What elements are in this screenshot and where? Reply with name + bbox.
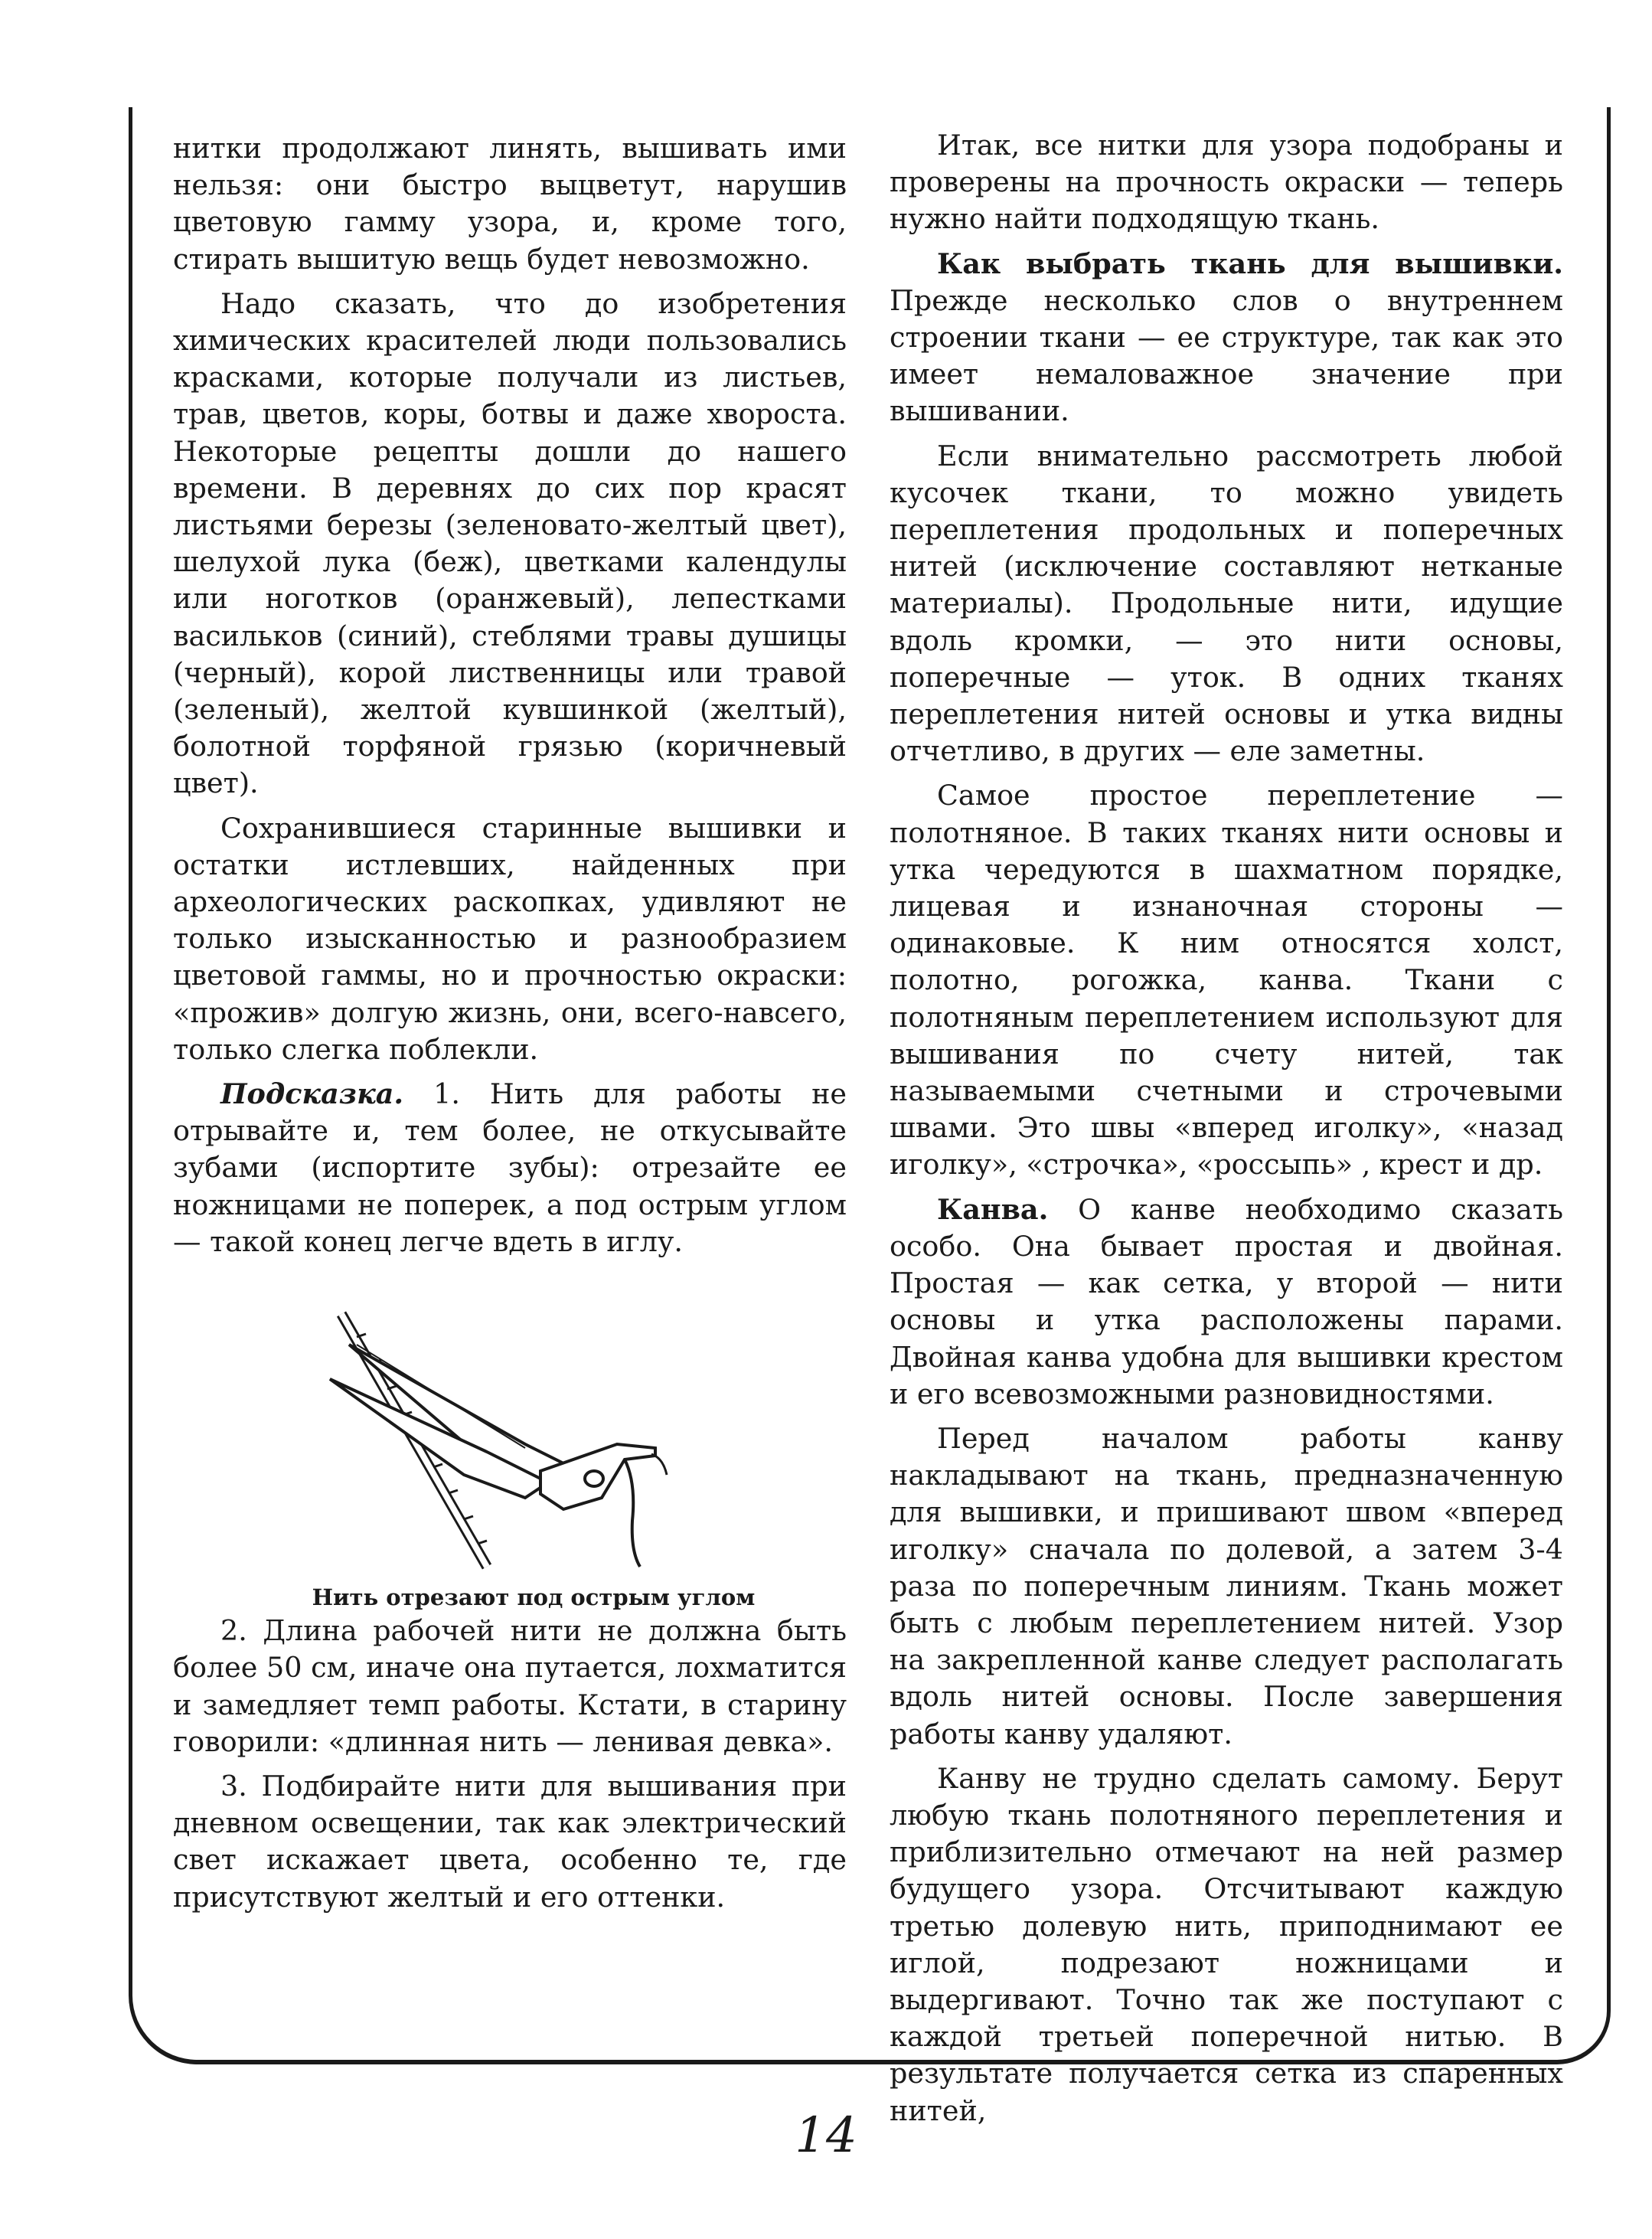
paragraph: 3. Подбирайте нити для вышивания при дневном освещении, так как электрический свет искажает цвета, особенно те, где присутствуют желтый и его оттенки. xyxy=(173,1769,847,1914)
paragraph: Если внимательно рассмотреть любой кусочек ткани, то можно увидеть переплетения продольных и поперечных нитей (исключение составляют нетканые материалы). Продольные нити, идущие вдоль кромки, — это нити основы, поперечные — уток. В одних тканях переплетения нитей основы и утка видны отчетливо, в других — еле заметны. xyxy=(890,439,1563,768)
paragraph: Самое простое переплетение — полотняное. В таких тканях нити основы и утка чередуются в шахматном порядке, лицевая и изнаночная стороны — одинаковые. К ним относятся холст, полотно, рогожка, канва. Ткани с полотняным переплетением используют для вышивания по счету нитей, так называемыми счетными и строчевыми швами. Это швы «вперед иголку», «назад иголку», «строчка», «россыпь» , крест и др. xyxy=(890,779,1563,1182)
page-number: 14 xyxy=(795,2107,857,2164)
fabric-text: Прежде несколько слов о внутреннем строении ткани — ее структуре, так как это имеет немаловажное значение при вышивании. xyxy=(890,283,1563,428)
paragraph: Сохранившиеся старинные вышивки и остатки истлевших, найденных при археологических раскопках, удивляют не только изысканностью и разнообразием цветовой гаммы, но и прочностью окраски: «прожив» долгую жизнь, они, всего-навсего, только слегка поблекли. xyxy=(173,811,847,1066)
hint-paragraph xyxy=(173,1076,847,1260)
scissors-cutting-thread-icon xyxy=(295,1291,724,1582)
paragraph: Перед началом работы канву накладывают на ткань, предназначенную для вышивки, и пришивают швом «вперед иголку» сначала по долевой, а затем 3-4 раза по поперечным линиям. Ткань может быть с любым переплетением нитей. Узор на закрепленной канве следует располагать вдоль нитей основы. После завершения работы канву удаляют. xyxy=(890,1421,1563,1750)
left-column xyxy=(173,130,847,1916)
paragraph: Канву не трудно сделать самому. Берут любую ткань полотняного переплетения и приблизительно отмечают на ней размер будущего узора. Отсчитывают каждую третью долевую нить, приподнимают ее иглой, подрезают ножницами и выдергивают. Точно так же поступают с каждой третьей поперечной нитью. В результате получается сетка из спаренных нитей, xyxy=(890,1761,1563,2127)
canvas-paragraph xyxy=(890,1191,1563,1413)
fabric-paragraph xyxy=(890,246,1563,430)
canvas-text: О канве необходимо сказать особо. Она бывает простая и двойная. Простая — как сетка, у второй — нити основы и утка расположены парами. Двойная канва удобна для вышивки крестом и его всевозможными разновидностями. xyxy=(890,1192,1563,1410)
paragraph: 2. Длина рабочей нити не должна быть более 50 см, иначе она путается, лохматится и замедляет темп работы. Кстати, в старину говорили: «длинная нить — ленивая девка». xyxy=(173,1614,847,1758)
paragraph: нитки продолжают линять, вышивать ими нельзя: они быстро выцветут, нарушив цветовую гамму узора, и, кроме того, стирать вышитую вещь будет невозможно. xyxy=(173,132,847,276)
figure-caption: Нить отрезают под острым углом xyxy=(312,1584,756,1611)
hint-text: 1. Нить для работы не отрывайте и, тем более, не откусывайте зубами (испортите зубы): отрезайте ее ножницами не поперек, а под острым углом — такой конец легче вдеть в иглу. xyxy=(173,1077,847,1258)
paragraph: Надо сказать, что до изобретения химических красителей люди пользовались красками, которые получали из листьев, трав, цветов, коры, ботвы и даже хвороста. Некоторые рецепты дошли до нашего времени. В деревнях до сих пор красят листьями березы (зеленовато-желтый цвет), шелухой лука (беж), цветками календулы или ноготков (оранжевый), лепестками васильков (синий), стеблями травы душицы (черный), корой лиственницы или травой (зеленый), желтой кувшинкой (желтый), болотной торфяной грязью (коричневый цвет). xyxy=(173,286,847,800)
canvas-heading: Канва. xyxy=(937,1192,1049,1226)
fabric-heading: Как выбрать ткань для вышивки. xyxy=(937,247,1563,280)
scissors-figure xyxy=(173,1291,847,1582)
paragraph: Итак, все нитки для узора подобраны и проверены на прочность окраски — теперь нужно найти подходящую ткань. xyxy=(890,129,1563,236)
hint-label: Подсказка. xyxy=(220,1077,404,1111)
right-column xyxy=(890,127,1563,2130)
